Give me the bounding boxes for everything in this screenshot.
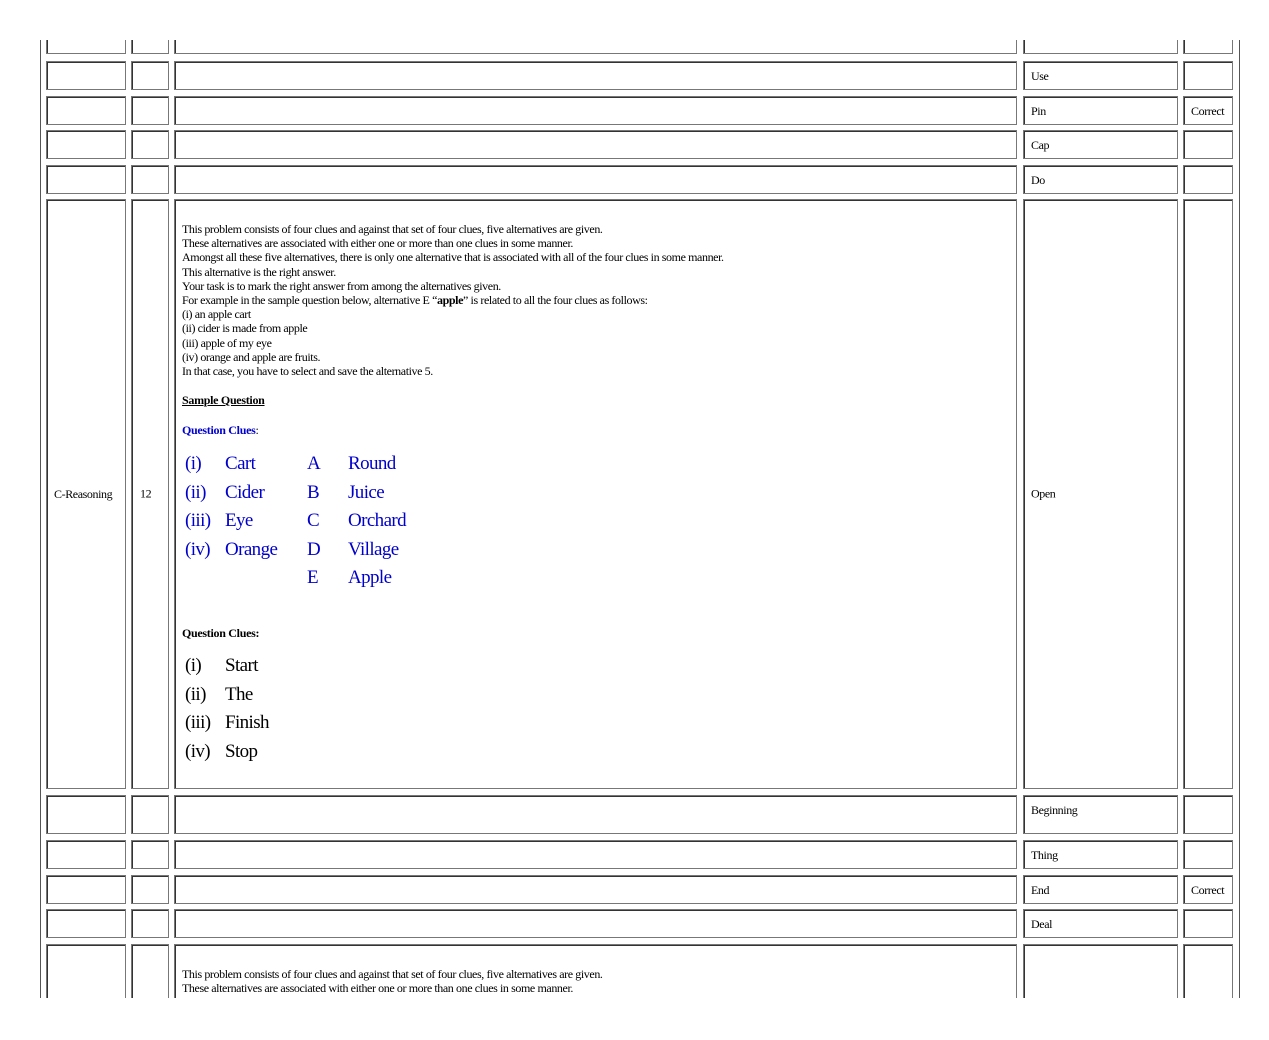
number-cell bbox=[131, 165, 169, 194]
option-cell-use: Use bbox=[1023, 61, 1178, 90]
intro-line: Your task is to mark the right answer from among the alternatives given. bbox=[182, 278, 501, 293]
section-cell bbox=[46, 840, 126, 869]
question-table bbox=[40, 40, 1240, 998]
section-cell bbox=[46, 795, 126, 834]
explanation-line: (i) an apple cart bbox=[182, 307, 251, 322]
number-cell bbox=[131, 875, 169, 904]
remark-cell bbox=[1183, 795, 1233, 834]
question-cell bbox=[174, 96, 1017, 125]
remark-cell bbox=[1183, 840, 1233, 869]
remark-cell bbox=[1183, 40, 1233, 54]
option-cell-cap: Cap bbox=[1023, 130, 1178, 159]
question-cell bbox=[174, 40, 1017, 54]
question-cell bbox=[174, 840, 1017, 869]
question-cell bbox=[174, 909, 1017, 938]
option-cell bbox=[1023, 944, 1178, 998]
intro-line: Amongst all these five alternatives, there is only one alternative that is associated with all of the four clues in some manner. bbox=[182, 250, 724, 265]
remark-cell bbox=[1183, 61, 1233, 90]
section-cell bbox=[46, 909, 126, 938]
section-cell bbox=[46, 875, 126, 904]
sample-question-heading: Sample Question bbox=[182, 393, 265, 407]
question-cell bbox=[174, 875, 1017, 904]
number-cell bbox=[131, 96, 169, 125]
number-cell bbox=[131, 61, 169, 90]
option-cell-pin: Pin bbox=[1023, 96, 1178, 125]
section-cell bbox=[46, 944, 126, 998]
explanation-line: (ii) cider is made from apple bbox=[182, 321, 308, 336]
number-cell bbox=[131, 795, 169, 834]
question-cell bbox=[174, 165, 1017, 194]
next-question-body-cell bbox=[174, 944, 1017, 998]
explanation-line: (iii) apple of my eye bbox=[182, 335, 272, 350]
next-instructions bbox=[182, 967, 603, 995]
remark-cell-correct: Correct bbox=[1183, 96, 1233, 125]
intro-line: This alternative is the right answer. bbox=[182, 264, 336, 279]
section-cell bbox=[46, 96, 126, 125]
remark-cell bbox=[1183, 909, 1233, 938]
intro-line: These alternatives are associated with either one or more than one clues in some manner. bbox=[182, 981, 573, 996]
remark-cell bbox=[1183, 199, 1233, 789]
remark-cell-correct: Correct bbox=[1183, 875, 1233, 904]
option-cell-beginning: Beginning bbox=[1023, 795, 1178, 834]
question-clues-label: Question Clues: bbox=[182, 626, 260, 640]
question-cell bbox=[174, 795, 1017, 834]
number-cell bbox=[131, 130, 169, 159]
remark-cell bbox=[1183, 130, 1233, 159]
explanation-line: (iv) orange and apple are fruits. bbox=[182, 349, 321, 364]
explanation-line: In that case, you have to select and save the alternative 5. bbox=[182, 364, 433, 379]
remark-cell bbox=[1183, 165, 1233, 194]
option-cell-open: Open bbox=[1023, 199, 1178, 789]
number-cell bbox=[131, 944, 169, 998]
option-cell-end: End bbox=[1023, 875, 1178, 904]
number-cell bbox=[131, 40, 169, 54]
option-cell-do: Do bbox=[1023, 165, 1178, 194]
question-number-cell: 12 bbox=[131, 199, 169, 789]
question-cell bbox=[174, 130, 1017, 159]
section-cell bbox=[46, 165, 126, 194]
example-line: For example in the sample question below, alternative E “apple” is related to all the four clues as follows: bbox=[182, 293, 648, 308]
number-cell bbox=[131, 840, 169, 869]
sample-clues-label: Question Clues: bbox=[182, 423, 259, 437]
remark-cell bbox=[1183, 944, 1233, 998]
section-cell-reasoning: C-Reasoning bbox=[46, 199, 126, 789]
option-cell bbox=[1023, 40, 1178, 54]
section-cell bbox=[46, 61, 126, 90]
section-cell bbox=[46, 40, 126, 54]
intro-line: This problem consists of four clues and against that set of four clues, five alternatives are given. bbox=[182, 222, 603, 236]
option-cell-thing: Thing bbox=[1023, 840, 1178, 869]
option-cell-deal: Deal bbox=[1023, 909, 1178, 938]
question-cell bbox=[174, 61, 1017, 90]
intro-line: This problem consists of four clues and against that set of four clues, five alternatives are given. bbox=[182, 967, 603, 981]
instructions bbox=[182, 222, 724, 378]
intro-line: These alternatives are associated with either one or more than one clues in some manner. bbox=[182, 236, 573, 251]
question-body-cell: This problem consists of four clues and against that set of four clues, five alternatives are given. These alternatives are associated with either one or more than one clues in some manner. Amongst all these five alternatives, there is only one alternative that is associated with all of the four clues in some manner. This alternative is the right answer. Your task is to mark the right answer from among the alternatives given. For example in the sample question below, alternative E “apple” is related to all the four clues as follows: (i) an apple cart (ii) cider is made from apple (iii) apple of my eye (iv) orange and apple are fruits. In that case, you have to select and save the alternative 5. Sample Question Question Clues: (i) Cart A Round (ii) Cider B Juice (iii) Eye C Orchard (iv) Orange D Village E Apple Question Clues: (i) Start (ii) The (iii) Finish (iv) Stop bbox=[174, 199, 1017, 789]
section-cell bbox=[46, 130, 126, 159]
number-cell bbox=[131, 909, 169, 938]
